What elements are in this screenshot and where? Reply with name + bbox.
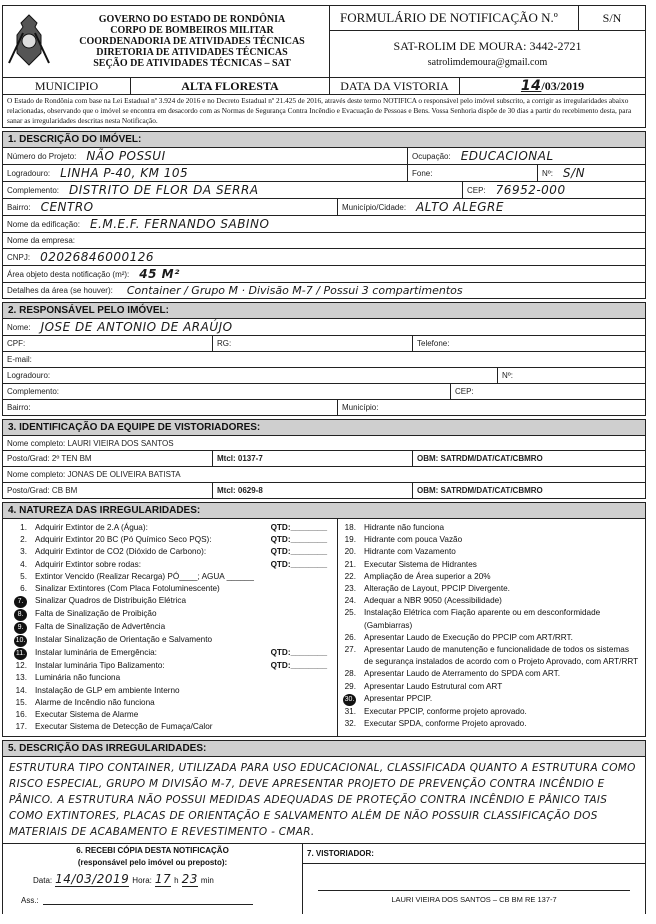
qtd-field[interactable]: QTD:________ — [270, 661, 327, 671]
vistoriador-nome: Nome completo: LAURI VIEIRA DOS SANTOS — [7, 438, 174, 448]
section-3 — [2, 419, 646, 499]
hora-label: Hora: — [132, 876, 152, 886]
item-text: Instalar luminária Tipo Balizamento: — [35, 661, 165, 671]
label: Município: — [342, 403, 379, 412]
form-title: FORMULÁRIO DE NOTIFICAÇÃO N.º — [330, 6, 579, 30]
item-text: Apresentar Laudo de Execução do PPCIP com ART/RRT. — [364, 632, 573, 642]
ocupacao-field[interactable]: EDUCACIONAL — [460, 149, 554, 163]
qtd-field[interactable]: QTD:________ — [270, 523, 327, 532]
section-7-title: 7. VISTORIADOR: — [303, 844, 645, 864]
org-line: DIRETORIA DE ATIVIDADES TÉCNICAS — [96, 47, 288, 58]
data-rest: /03/2019 — [541, 79, 585, 93]
label: Logradouro: — [7, 371, 51, 380]
item-text: Apresentar Laudo de manutenção e funcionalidade de todos os sistemas de segurança instalados de acordo com o Projeto Aprovado, com ART/RRT — [364, 645, 639, 667]
item-number — [338, 522, 364, 534]
label: Nome: — [7, 322, 31, 332]
org-line: CORPO DE BOMBEIROS MILITAR — [110, 25, 274, 36]
section-1-title: 1. DESCRIÇÃO DO IMÓVEL: — [2, 131, 646, 147]
item-number-text: 5. — [20, 571, 27, 581]
label: Ocupação: — [412, 151, 451, 161]
item-number-text: 26. — [344, 632, 356, 642]
item-text: Executar PPCIP, conforme projeto aprovado. — [364, 706, 527, 716]
item-number — [9, 697, 35, 709]
irregularity-item[interactable] — [338, 706, 639, 718]
item-number — [9, 709, 35, 721]
item-number — [9, 672, 35, 684]
label: Nº: — [502, 371, 513, 380]
item-number-text: 16. — [15, 710, 27, 720]
irregularity-item[interactable] — [338, 681, 639, 693]
label: CEP: — [455, 387, 474, 396]
section-4 — [2, 502, 646, 737]
circled-item-number — [9, 647, 35, 660]
vistoriador-obm: OBM: SATRDM/DAT/CAT/CBMRO — [417, 454, 543, 463]
irregularity-item[interactable] — [9, 546, 337, 558]
irregularity-item[interactable] — [338, 718, 639, 730]
item-number-text: 27. — [344, 645, 356, 655]
item-number — [9, 522, 35, 534]
irregularity-item[interactable] — [9, 709, 337, 721]
item-number-text: 1. — [20, 523, 27, 532]
item-number-text: 9. — [14, 622, 27, 634]
label: Nº: — [542, 168, 553, 178]
item-text: Falta de Sinalização de Proibição — [35, 609, 157, 619]
irregularity-item[interactable] — [9, 672, 337, 684]
irregularity-item[interactable] — [338, 632, 639, 644]
label: Logradouro: — [7, 168, 51, 178]
item-number-text: 24. — [344, 596, 356, 606]
item-text: Apresentar PPCIP. — [364, 693, 433, 703]
item-number — [338, 632, 364, 644]
label: Complemento: — [7, 387, 60, 396]
data-vistoria-value — [460, 78, 645, 94]
vistoriador-mtcl: Mtcl: 0629-8 — [217, 486, 263, 495]
logradouro-field[interactable]: LINHA P-40, KM 105 — [60, 166, 189, 180]
detalhes-field[interactable]: Container / Grupo M · Divisão M-7 / Possui 3 compartimentos — [126, 284, 463, 297]
item-text: Falta de Sinalização de Advertência — [35, 622, 166, 632]
item-number-text: 21. — [344, 559, 356, 569]
org-line: SEÇÃO DE ATIVIDADES TÉCNICAS – SAT — [93, 58, 291, 69]
item-number-text: 28. — [344, 669, 356, 679]
irregularity-item[interactable] — [338, 595, 639, 607]
intro-paragraph: O Estado de Rondônia com base na Lei Estadual nº 3.924 de 2016 e no Decreto Estadual nº 21.425 de 2016, através deste termo NOTIFICA o responsável pelo imóvel subscrito, a corrigir as irregularidades abaixo relacionadas, observando que o imóvel se encontra em desacordo com as Normas de Segurança Contra Incêndio e Evacuação de Pessoas e Bens. Vossa Senhoria dispõe de 30 dias a partir do recebimento desta, para sanar as irregularidades descritas nesta Notificação. — [2, 95, 646, 128]
item-number — [338, 546, 364, 558]
label: Número do Projeto: — [7, 151, 77, 161]
org-line: GOVERNO DO ESTADO DE RONDÔNIA — [98, 14, 286, 25]
section-6-title: 6. RECEBI CÓPIA DESTA NOTIFICAÇÃO — [76, 846, 229, 856]
item-number — [9, 721, 35, 733]
item-number — [338, 571, 364, 583]
circled-item-number — [9, 595, 35, 608]
irregularity-item[interactable] — [9, 571, 337, 583]
sat-email: satrolimdemoura@gmail.com — [427, 57, 548, 68]
label: Fone: — [412, 168, 433, 178]
item-number-text: 19. — [344, 535, 356, 545]
irregularity-item[interactable] — [338, 522, 639, 534]
irregularity-item[interactable] — [9, 634, 337, 647]
irregularity-item[interactable] — [338, 644, 639, 668]
label: Complemento: — [7, 185, 60, 195]
item-number-text: 11. — [14, 648, 27, 660]
form-info — [330, 6, 645, 77]
irregularity-item[interactable] — [9, 534, 337, 546]
label: Área objeto desta notificação (m²): — [7, 269, 130, 279]
label: Nome da empresa: — [7, 236, 76, 245]
bairro-field[interactable]: CENTRO — [40, 200, 94, 214]
item-text: Executar Sistema de Detecção de Fumaça/Calor — [35, 722, 213, 732]
vistoriador-obm: OBM: SATRDM/DAT/CAT/CBMRO — [417, 486, 543, 495]
item-text: Alteração de Layout, PPCIP Divergente. — [364, 584, 510, 594]
item-number-text: 14. — [15, 685, 27, 695]
item-text: Hidrante não funciona — [364, 523, 445, 532]
form-number: S/N — [602, 11, 622, 25]
item-text: Sinalizar Quadros de Distribuição Elétrica — [35, 596, 187, 606]
section-5 — [2, 740, 646, 844]
item-text: Instalar luminária de Emergência: — [35, 648, 157, 658]
vistoriador-signature-name: LAURI VIEIRA DOS SANTOS – CB BM RE 137-7 — [391, 895, 557, 905]
circled-item-number — [9, 621, 35, 634]
header-box — [2, 5, 646, 78]
item-text: Adquirir Extintor 20 BC (Pó Químico Seco PQS): — [35, 535, 212, 545]
ass-label: Ass.: — [21, 896, 39, 906]
item-number — [338, 718, 364, 730]
item-number — [338, 607, 364, 631]
item-number-text: 7. — [14, 596, 27, 608]
item-number — [338, 559, 364, 571]
item-text: Instalar Sinalização de Orientação e Salvamento — [35, 635, 213, 645]
irregularity-item[interactable] — [9, 660, 337, 672]
item-text: Instalação de GLP em ambiente Interno — [35, 685, 180, 695]
irregularity-item[interactable] — [9, 647, 337, 660]
item-number — [9, 534, 35, 546]
projeto-field[interactable]: NÃO POSSUI — [86, 149, 166, 163]
label: Telefone: — [417, 339, 450, 348]
responsavel-nome-field[interactable]: JOSE DE ANTONIO DE ARAÚJO — [40, 320, 233, 334]
qtd-field[interactable]: QTD:________ — [270, 547, 327, 557]
descricao-irregularidades-field[interactable]: ESTRUTURA TIPO CONTAINER, UTILIZADA PARA USO EDUCACIONAL, CLASSIFICADA QUANTO A ESTRUTURA COMO RISCO ESPECIAL, GRUPO M DIVISÃO M-7, DEVE APRESENTAR PROJETO DE PREVENÇÃO CONTRA INCÊNDIO E PÂNICO. A ESTRUTURA NÃO POSSUI MEDIDAS ADEQUADAS DE PROTEÇÃO CONTRA INCÊNDIO E PÂNICO TAIS COMO EXTINTORES, PLACAS DE ORIENTAÇÃO E SALVAMENTO ALÉM DE NÃO POSSUIR CLASSIFICAÇÃO DOS MATERIAIS DE ACABAMENTO E REVESTIMENTO - CMAR. — [2, 756, 646, 844]
item-number-text: 3. — [20, 547, 27, 557]
min-field[interactable]: 23 — [181, 872, 198, 887]
header-org-lines — [55, 6, 330, 77]
qtd-field[interactable]: QTD:________ — [270, 648, 327, 658]
section-2-title: 2. RESPONSÁVEL PELO IMÓVEL: — [2, 302, 646, 318]
irregularities-right-list — [338, 519, 645, 736]
item-text: Adequar a NBR 9050 (Acessibilidade) — [364, 596, 502, 606]
item-text: Apresentar Laudo Estrutural com ART — [364, 681, 503, 691]
item-text: Executar Sistema de Alarme — [35, 710, 139, 720]
municipio-field[interactable]: ALTO ALEGRE — [416, 200, 504, 214]
item-number-text: 4. — [20, 559, 27, 569]
label: Nome da edificação: — [7, 219, 80, 229]
label: Bairro: — [7, 403, 31, 412]
item-number-text: 20. — [344, 547, 356, 557]
hora-field[interactable]: 17 — [154, 872, 172, 887]
irregularity-item[interactable] — [9, 608, 337, 621]
irregularity-item[interactable] — [9, 522, 337, 534]
cep-field[interactable]: 76952-000 — [495, 183, 566, 197]
section-6-7 — [2, 844, 646, 914]
municipio-value: ALTA FLORESTA — [131, 78, 330, 94]
item-number-text: 12. — [15, 661, 27, 671]
vistoriador-signature-line — [318, 890, 630, 891]
min-label: min — [200, 876, 214, 886]
item-number — [338, 681, 364, 693]
sat-phone: SAT-ROLIM DE MOURA: 3442-2721 — [393, 39, 582, 53]
item-number — [338, 595, 364, 607]
data-vistoria-label: DATA DA VISTORIA — [330, 78, 460, 94]
irregularity-item[interactable] — [9, 697, 337, 709]
item-text: Extintor Vencido (Realizar Recarga) PÓ____; AGUA ______ — [35, 571, 254, 581]
circled-item-number — [338, 693, 364, 706]
section-2 — [2, 302, 646, 416]
item-number-text: 10. — [14, 635, 27, 647]
item-text: Sinalizar Extintores (Com Placa Fotoluminescente) — [35, 584, 220, 594]
item-number-text: 15. — [15, 697, 27, 707]
irregularity-item[interactable] — [9, 621, 337, 634]
item-text: Alarme de Incêndio não funciona — [35, 697, 155, 707]
irregularity-item[interactable] — [338, 534, 639, 546]
vistoriador-posto: Posto/Grad: CB BM — [7, 486, 78, 495]
irregularity-item[interactable] — [9, 559, 337, 571]
item-number-text: 8. — [14, 609, 27, 621]
item-text: Executar SPDA, conforme Projeto aprovado. — [364, 719, 527, 729]
irregularities-left-list — [3, 519, 338, 736]
coat-of-arms-logo — [3, 6, 55, 77]
label: Bairro: — [7, 202, 31, 212]
item-text: Instalação Elétrica com Fiação aparente ou em desconformidade (Gambiarras) — [364, 608, 601, 630]
item-number-text: 30. — [343, 694, 356, 706]
item-text: Apresentar Laudo de Aterramento do SPDA com ART. — [364, 669, 561, 679]
label: E-mail: — [7, 355, 32, 364]
item-number — [9, 546, 35, 558]
data-day: 14 — [520, 78, 542, 94]
label: CPF: — [7, 339, 26, 348]
irregularity-item[interactable] — [338, 559, 639, 571]
item-number — [9, 583, 35, 595]
item-number-text: 6. — [20, 584, 27, 594]
label: CEP: — [467, 185, 486, 195]
vistoriador-posto: Posto/Grad: 2º TEN BM — [7, 454, 92, 463]
item-number — [9, 559, 35, 571]
h-label: h — [174, 876, 179, 886]
section-5-title: 5. DESCRIÇÃO DAS IRREGULARIDADES: — [2, 740, 646, 756]
item-number-text: 2. — [20, 535, 27, 545]
item-number-text: 25. — [344, 608, 356, 618]
label: CNPJ: — [7, 252, 31, 262]
item-number-text: 32. — [344, 719, 356, 729]
item-number-text: 22. — [344, 571, 356, 581]
municipio-row — [2, 78, 646, 95]
item-text: Adquirir Extintor sobre rodas: — [35, 559, 142, 569]
item-text: Adquirir Extintor de 2.A (Água): — [35, 523, 148, 532]
item-number-text: 23. — [344, 584, 356, 594]
municipio-label: MUNICIPIO — [3, 78, 131, 94]
irregularity-item[interactable] — [9, 721, 337, 733]
item-number-text: 18. — [344, 523, 356, 532]
area-field[interactable]: 45 M² — [139, 267, 180, 281]
item-text: Executar Sistema de Hidrantes — [364, 559, 477, 569]
item-number — [338, 706, 364, 718]
irregularity-item[interactable] — [9, 685, 337, 697]
item-number-text: 29. — [344, 681, 356, 691]
numero-field[interactable]: S/N — [562, 166, 586, 180]
item-number — [9, 571, 35, 583]
item-number — [338, 583, 364, 595]
item-number — [338, 668, 364, 680]
org-line: COORDENADORIA DE ATIVIDADES TÉCNICAS — [79, 36, 305, 47]
section-6 — [3, 844, 303, 914]
data-label: Data: — [33, 876, 53, 886]
item-number — [338, 534, 364, 546]
signature-line[interactable] — [43, 895, 253, 905]
item-text: Luminária não funciona — [35, 673, 121, 683]
section-3-title: 3. IDENTIFICAÇÃO DA EQUIPE DE VISTORIADORES: — [2, 419, 646, 435]
circled-item-number — [9, 634, 35, 647]
label: Município/Cidade: — [342, 202, 407, 212]
complemento-field[interactable]: DISTRITO DE FLOR DA SERRA — [69, 183, 259, 197]
qtd-field[interactable]: QTD:________ — [270, 559, 327, 569]
qtd-field[interactable]: QTD:________ — [270, 535, 327, 545]
item-text: Ampliação de Área superior a 20% — [364, 571, 491, 581]
irregularity-item[interactable] — [338, 546, 639, 558]
cnpj-field[interactable]: 02026846000126 — [40, 250, 155, 264]
irregularity-item[interactable] — [338, 607, 639, 631]
irregularity-item[interactable] — [9, 595, 337, 608]
irregularity-item[interactable] — [9, 583, 337, 595]
section-6-subtitle: (responsável pelo imóvel ou preposto): — [77, 858, 228, 868]
irregularity-item[interactable] — [338, 583, 639, 595]
section-4-title: 4. NATUREZA DAS IRREGULARIDADES: — [2, 502, 646, 518]
item-text: Adquirir Extintor de CO2 (Dióxido de Carbono): — [35, 547, 207, 557]
item-number — [9, 660, 35, 672]
label: RG: — [217, 339, 232, 348]
item-text: Hidrante com pouca Vazão — [364, 535, 463, 545]
recebimento-data-field[interactable]: 14/03/2019 — [55, 872, 130, 887]
edificacao-field[interactable]: E.M.E.F. FERNANDO SABINO — [89, 217, 270, 231]
item-number — [9, 685, 35, 697]
item-number-text: 13. — [15, 673, 27, 683]
label: Detalhes da área (se houver): — [7, 286, 113, 295]
item-number-text: 31. — [344, 706, 356, 716]
item-number — [338, 644, 364, 668]
section-7 — [303, 844, 645, 914]
vistoriador-mtcl: Mtcl: 0137-7 — [217, 454, 263, 463]
irregularity-item[interactable] — [338, 668, 639, 680]
item-number-text: 17. — [15, 722, 27, 732]
irregularity-item[interactable] — [338, 693, 639, 706]
section-1 — [2, 131, 646, 299]
irregularity-item[interactable] — [338, 571, 639, 583]
item-text: Hidrante com Vazamento — [364, 547, 456, 557]
circled-item-number — [9, 608, 35, 621]
vistoriador-nome: Nome completo: JONAS DE OLIVEIRA BATISTA — [7, 470, 181, 479]
